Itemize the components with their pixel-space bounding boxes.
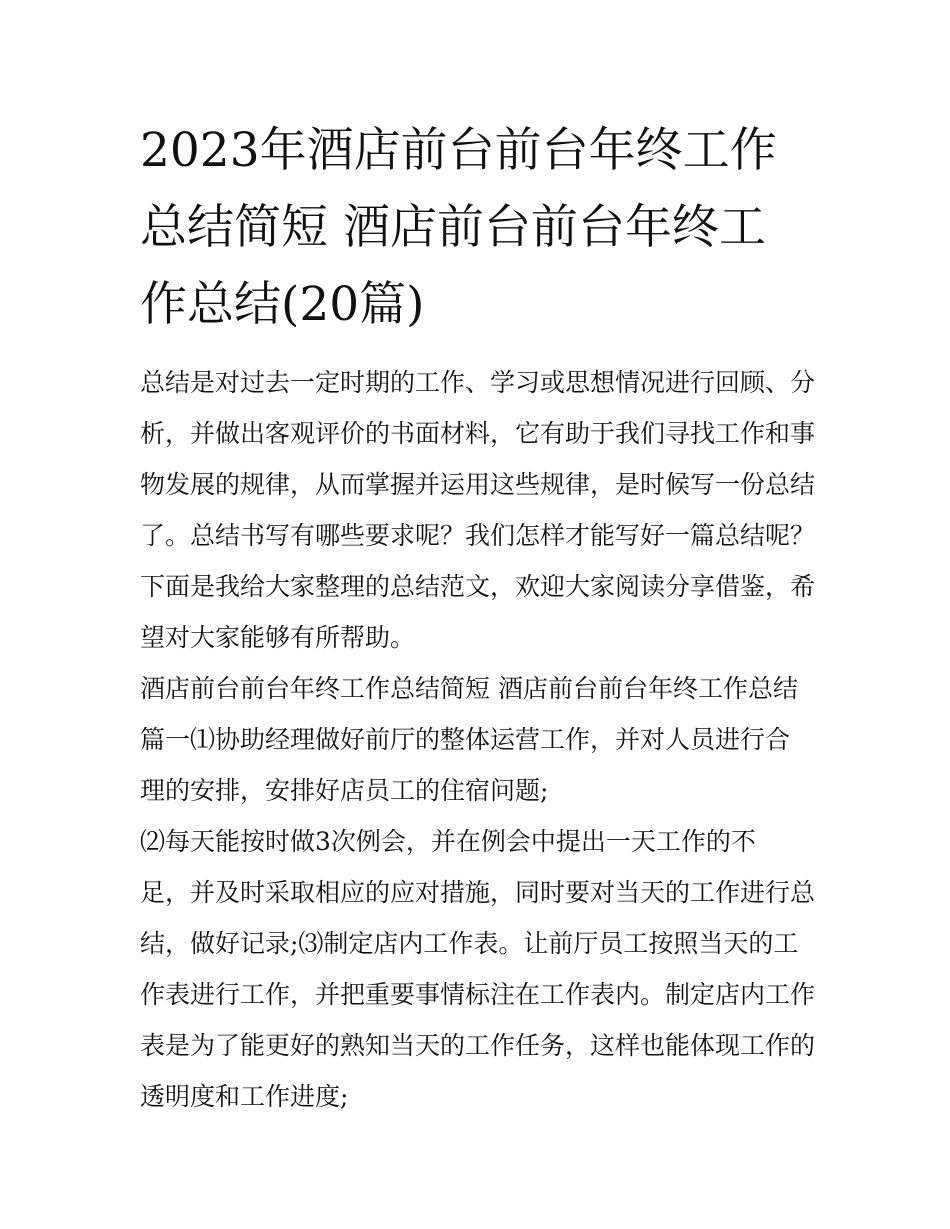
- title-line-3: 作总结(20篇): [140, 277, 425, 332]
- body-line: 下面是我给大家整理的总结范文，欢迎大家阅读分享借鉴，希: [140, 572, 816, 601]
- body-line: 了。总结书写有哪些要求呢？我们怎样才能写好一篇总结呢？: [140, 521, 816, 550]
- body-line: 结，做好记录;⑶制定店内工作表。让前厅员工按照当天的工: [140, 929, 799, 958]
- document-body: [140, 357, 820, 1122]
- title-line-2: 总结简短 酒店前台前台年终工: [140, 200, 766, 255]
- body-line: 篇一⑴协助经理做好前厅的整体运营工作，并对人员进行合: [140, 725, 791, 754]
- body-line: 表是为了能更好的熟知当天的工作任务，这样也能体现工作的: [140, 1031, 816, 1060]
- body-line: 析，并做出客观评价的书面材料，它有助于我们寻找工作和事: [140, 419, 816, 448]
- document-title: [140, 112, 820, 343]
- body-line: 物发展的规律，从而掌握并运用这些规律，是时候写一份总结: [140, 470, 816, 499]
- body-line: 望对大家能够有所帮助。: [140, 623, 416, 652]
- body-line: 作表进行工作，并把重要事情标注在工作表内。制定店内工作: [140, 980, 816, 1009]
- body-line: 总结是对过去一定时期的工作、学习或思想情况进行回顾、分: [140, 368, 816, 397]
- body-line: 透明度和工作进度;: [140, 1082, 349, 1111]
- body-line: ⑵每天能按时做3次例会，并在例会中提出一天工作的不: [140, 827, 756, 856]
- body-line: 足，并及时采取相应的应对措施，同时要对当天的工作进行总: [140, 878, 816, 907]
- body-line: 酒店前台前台年终工作总结简短 酒店前台前台年终工作总结: [140, 674, 798, 703]
- title-line-1: 2023年酒店前台前台年终工作: [140, 123, 777, 178]
- body-line: 理的安排，安排好店员工的住宿问题;: [140, 776, 549, 805]
